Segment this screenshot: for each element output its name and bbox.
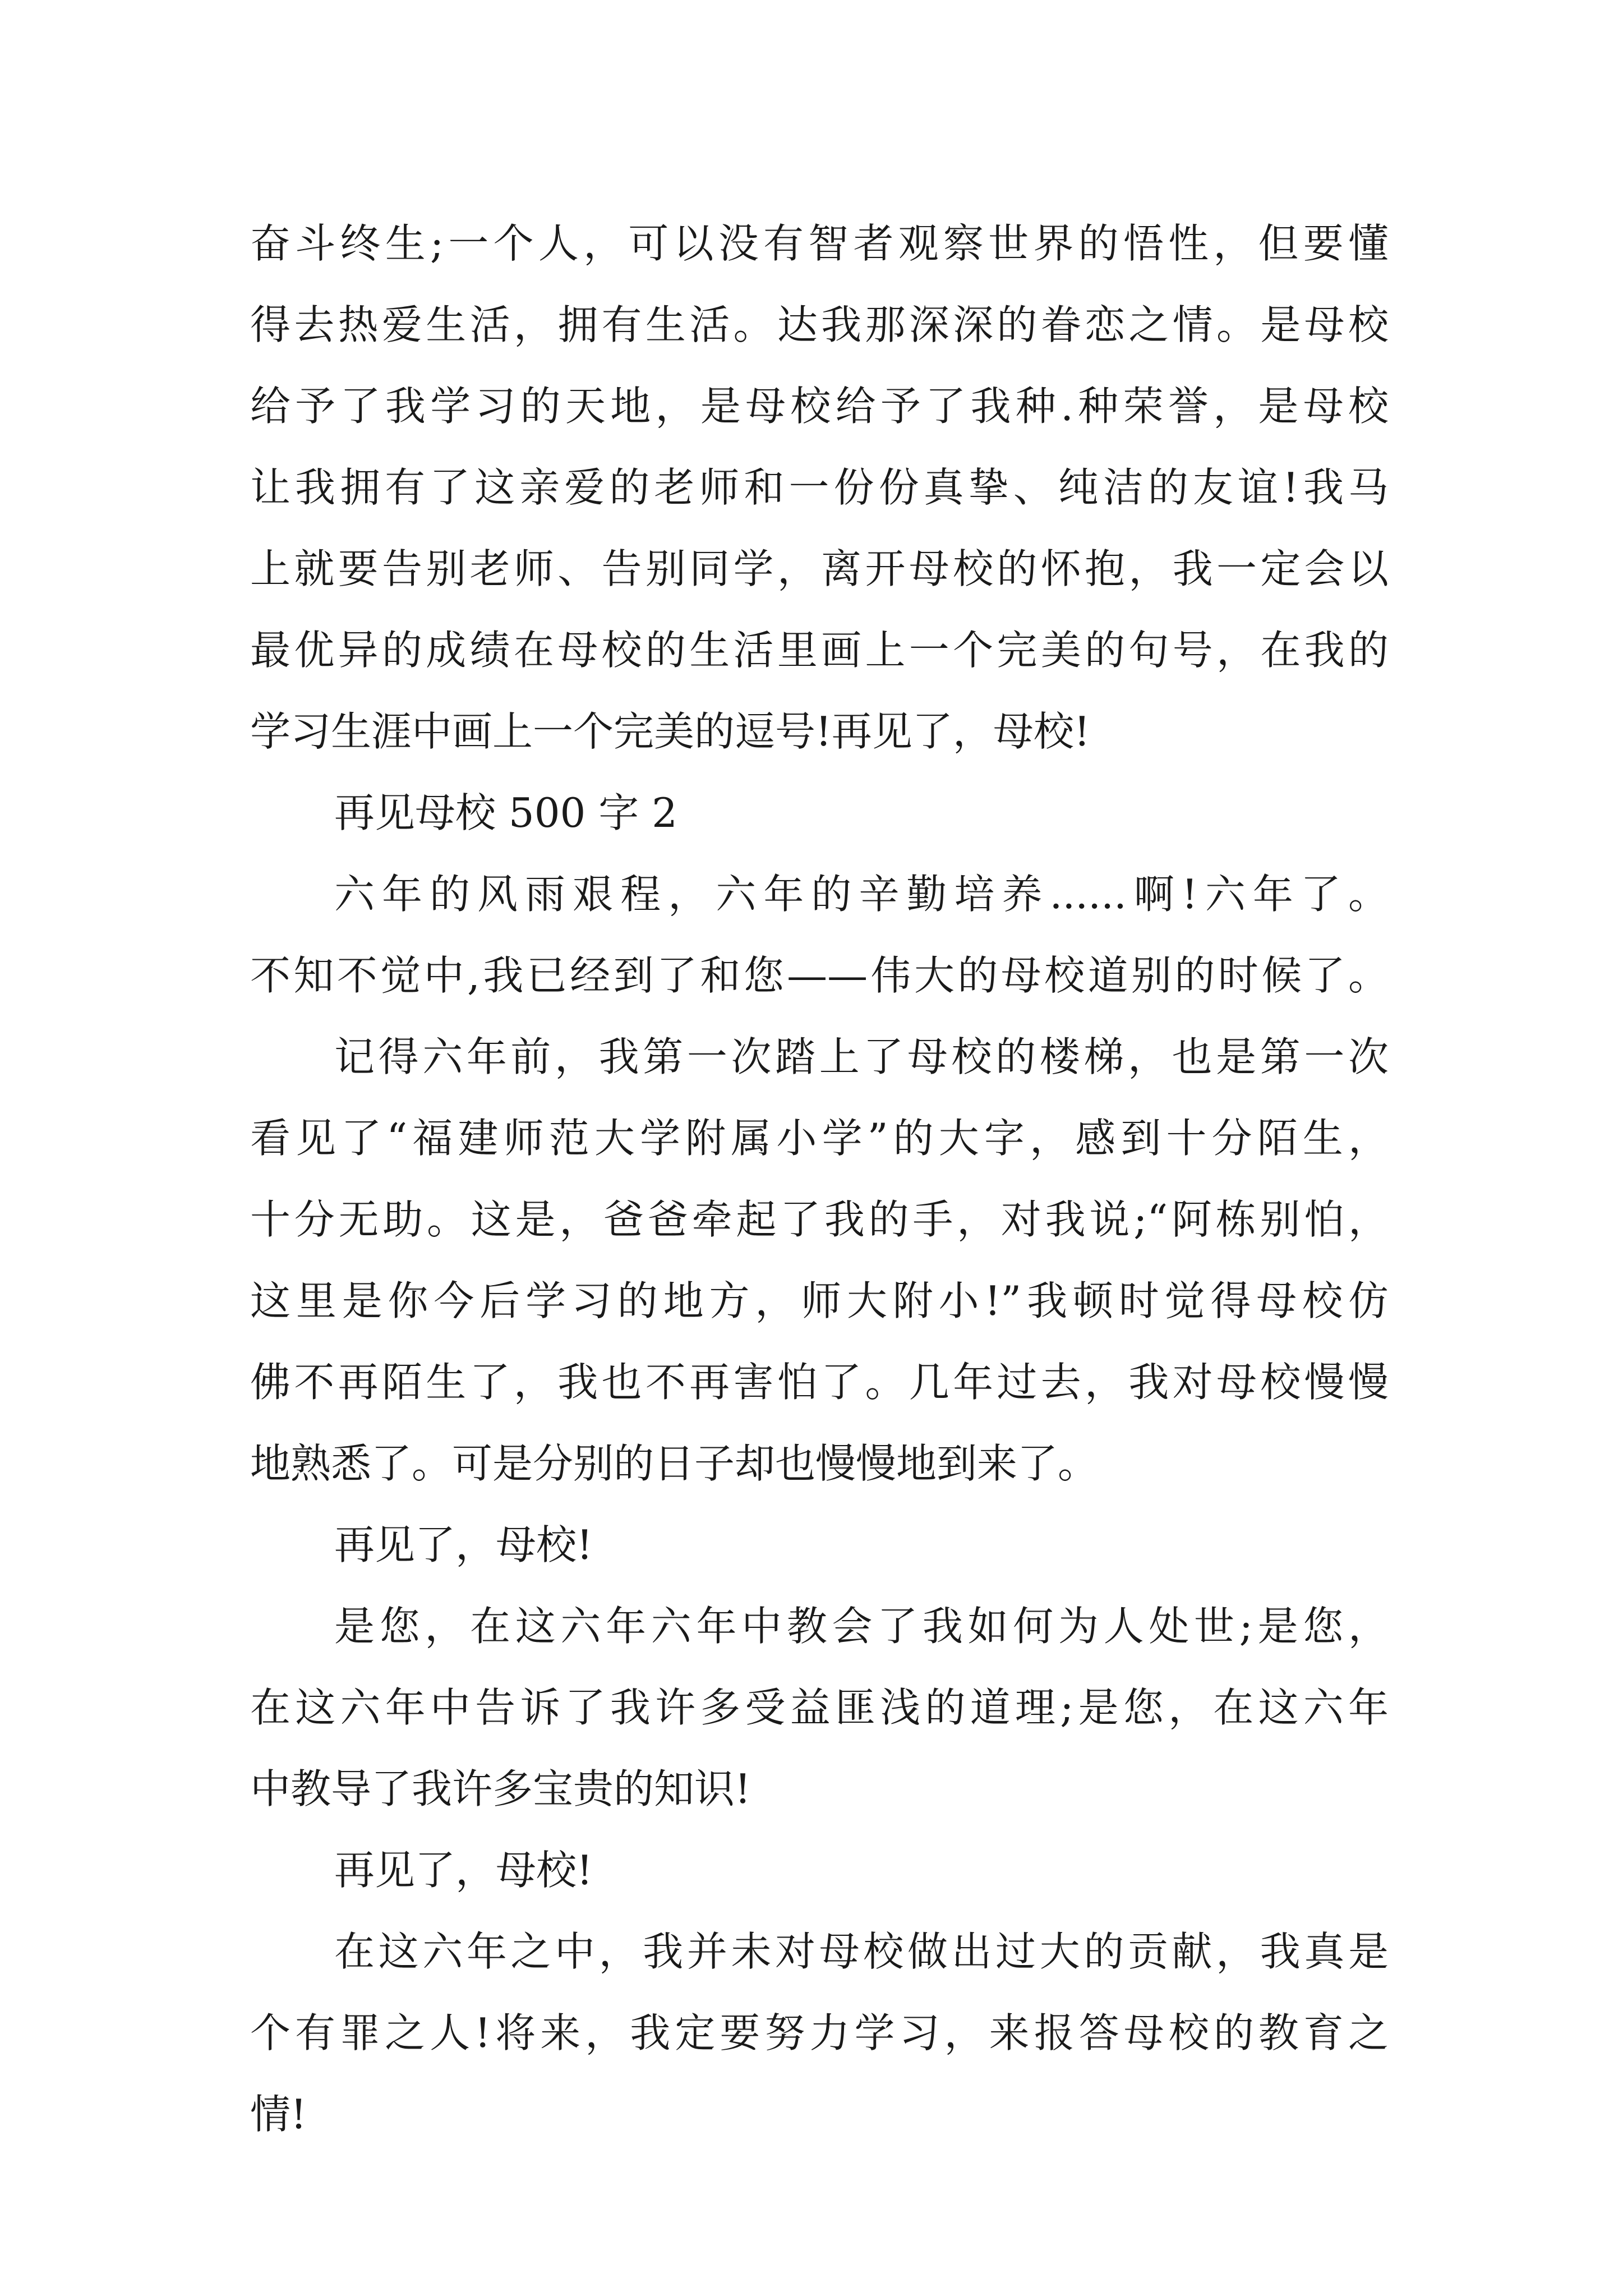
paragraph-line: 再见了，母校! bbox=[334, 1521, 593, 1568]
paragraph-line: 学习生涯中画上一个完美的逗号!再见了，母校! bbox=[250, 708, 1090, 755]
paragraph-line: 给予了我学习的天地，是母校给予了我种.种荣誉，是母校 bbox=[250, 383, 1389, 430]
paragraph-line: 六年的风雨艰程，六年的辛勤培养......啊!六年了。 bbox=[334, 871, 1389, 918]
paragraph-line: 得去热爱生活，拥有生活。达我那深深的眷恋之情。是母校 bbox=[250, 301, 1389, 348]
paragraph-line: 再见了，母校! bbox=[334, 1847, 593, 1894]
essay-body bbox=[250, 203, 1389, 2155]
paragraph-line: 地熟悉了。可是分别的日子却也慢慢地到来了。 bbox=[250, 1440, 1099, 1487]
paragraph-line: 佛不再陌生了，我也不再害怕了。几年过去，我对母校慢慢 bbox=[250, 1359, 1389, 1406]
paragraph-line: 上就要告别老师、告别同学，离开母校的怀抱，我一定会以 bbox=[250, 545, 1389, 592]
paragraph-line: 最优异的成绩在母校的生活里画上一个完美的句号，在我的 bbox=[250, 627, 1389, 674]
paragraph-line: 十分无助。这是，爸爸牵起了我的手，对我说;“阿栋别怕， bbox=[250, 1196, 1389, 1243]
paragraph-line: 情! bbox=[250, 2091, 307, 2138]
paragraph-line: 中教导了我许多宝贵的知识! bbox=[250, 1765, 751, 1812]
paragraph-line: 这里是你今后学习的地方，师大附小!”我顿时觉得母校仿 bbox=[250, 1277, 1389, 1324]
paragraph-line: 让我拥有了这亲爱的老师和一份份真挚、纯洁的友谊!我马 bbox=[250, 464, 1389, 511]
paragraph-line: 是您，在这六年六年中教会了我如何为人处世;是您， bbox=[334, 1603, 1389, 1650]
paragraph-line: 看见了“福建师范大学附属小学”的大字，感到十分陌生， bbox=[250, 1115, 1389, 1162]
paragraph-line: 在这六年中告诉了我许多受益匪浅的道理;是您，在这六年 bbox=[250, 1684, 1389, 1731]
paragraph-line: 在这六年之中，我并未对母校做出过大的贡献，我真是 bbox=[334, 1928, 1389, 1975]
paragraph-line: 不知不觉中,我已经到了和您——伟大的母校道别的时候了。 bbox=[250, 952, 1389, 999]
section-heading: 再见母校 500 字 2 bbox=[334, 789, 677, 836]
paragraph-line: 奋斗终生;一个人，可以没有智者观察世界的悟性，但要懂 bbox=[250, 220, 1389, 267]
paragraph-line: 记得六年前，我第一次踏上了母校的楼梯，也是第一次 bbox=[334, 1033, 1389, 1080]
paragraph-line: 个有罪之人!将来，我定要努力学习，来报答母校的教育之 bbox=[250, 2009, 1389, 2056]
